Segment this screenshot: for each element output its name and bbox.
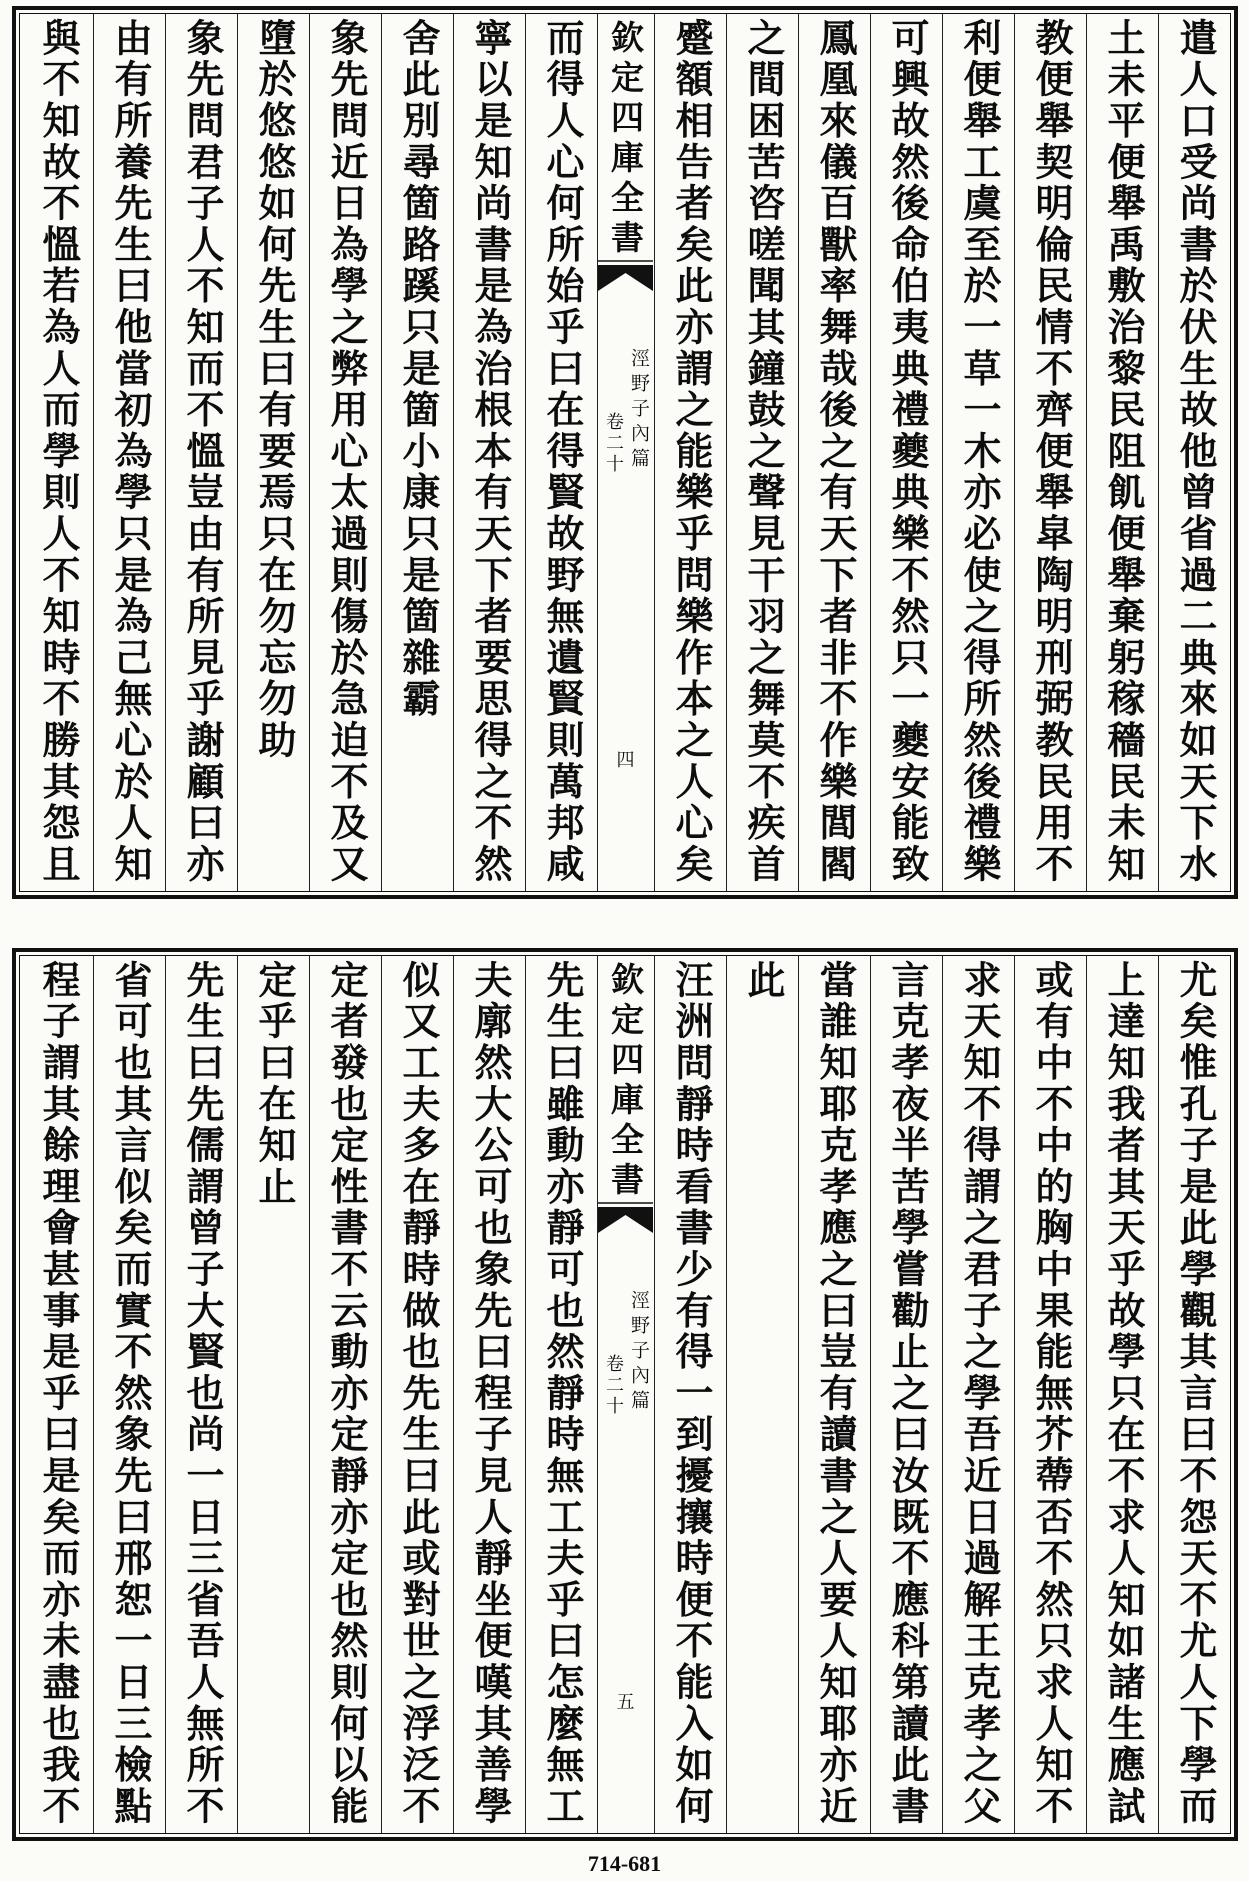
block-center-column [597, 956, 654, 1833]
text-column: 汪洲問靜時看書少有得一到擾攘時便不能入如何 [654, 956, 726, 1833]
text-column: 象先問近日為學之弊用心太過則傷於急迫不及又 [309, 14, 381, 891]
volume-label: 卷二十 [603, 412, 624, 475]
text-column: 而得人心何所始乎曰在得賢故野無遺賢則萬邦咸 [525, 14, 597, 891]
book-title: 涇野子內篇 [628, 1290, 650, 1415]
block-center-column [597, 14, 654, 891]
page-four [12, 6, 1238, 899]
book-title: 涇野子內篇 [628, 348, 650, 473]
text-column: 墮於悠悠如何先生曰有要焉只在勿忘勿助 [237, 14, 309, 891]
collection-title: 欽定四庫全書 [606, 962, 645, 1202]
text-column: 定者發也定性書不云動亦定靜亦定也然則何以能 [309, 956, 381, 1833]
text-column: 尤矣惟孔子是此學觀其言曰不怨天不尤人下學而 [1158, 956, 1230, 1833]
text-column: 象先問君子人不知而不慍豈由有所見乎謝顧曰亦 [165, 14, 237, 891]
text-column: 鳳凰來儀百獸率舞哉後之有天下者非不作樂閭閻 [798, 14, 870, 891]
text-column: 程子謂其餘理會甚事是乎曰是矣而亦未盡也我不 [36, 960, 81, 1828]
text-column: 定乎曰在知止 [237, 956, 309, 1833]
text-column: 利便舉工虞至於一草一木亦必使之得所然後禮樂 [942, 14, 1014, 891]
text-column: 言克孝夜半苦學嘗勸止之曰汝既不應科第讀此書 [870, 956, 942, 1833]
text-column: 由有所養先生曰他當初為學只是為己無心於人知 [93, 14, 165, 891]
text-column: 當誰知耶克孝應之曰豈有讀書之人要人知耶亦近 [798, 956, 870, 1833]
text-column: 可興故然後命伯夷典禮夔典樂不然只一夔安能致 [870, 14, 942, 891]
text-column: 與不知故不慍若為人而學則人不知時不勝其怨且 [36, 18, 81, 886]
text-column: 之間困苦咨嗟聞其鐘鼓之聲見干羽之舞莫不疾首 [726, 14, 798, 891]
page-number: 四 [616, 750, 635, 771]
page-number: 五 [616, 1692, 635, 1713]
page-frame [19, 955, 1231, 1834]
text-column: 舍此別尋箇路蹊只是箇小康只是箇雜霸 [381, 14, 453, 891]
text-column: 蹙額相告者矣此亦謂之能樂乎問樂作本之人心矣 [654, 14, 726, 891]
text-column: 或有中不中的胸中果能無芥蔕否不然只求人知不 [1014, 956, 1086, 1833]
reprint-page-label: 714-681 [587, 1851, 662, 1876]
text-column: 此 [726, 956, 798, 1833]
text-column: 教便舉契明倫民情不齊便舉皐陶明刑弼教民用不 [1014, 14, 1086, 891]
text-column: 夫廓然大公可也象先曰程子見人靜坐便嘆其善學 [453, 956, 525, 1833]
volume-label: 卷二十 [603, 1354, 624, 1417]
page-five [12, 948, 1238, 1841]
fish-tail-mark [598, 260, 653, 294]
text-column: 上達知我者其天乎故學只在不求人知如諸生應試 [1086, 956, 1158, 1833]
page-frame [19, 13, 1231, 892]
text-column: 土未平便舉禹敷治黎民阻飢便舉棄躬稼穡民未知 [1086, 14, 1158, 891]
text-column: 先生曰先儒謂曾子大賢也尚一日三省吾人無所不 [165, 956, 237, 1833]
text-column: 省可也其言似矣而實不然象先曰邢恕一日三檢點 [93, 956, 165, 1833]
text-column: 寧以是知尚書是為治根本有天下者要思得之不然 [453, 14, 525, 891]
fish-tail-mark [598, 1202, 653, 1236]
text-column: 先生曰雖動亦靜可也然靜時無工夫乎曰怎麼無工 [525, 956, 597, 1833]
text-column: 遣人口受尚書於伏生故他曾省過二典來如天下水 [1158, 14, 1230, 891]
text-column: 求天知不得謂之君子之學吾近日過解王克孝之父 [942, 956, 1014, 1833]
text-column: 似又工夫多在靜時做也先生曰此或對世之浮泛不 [381, 956, 453, 1833]
collection-title: 欽定四庫全書 [606, 20, 645, 260]
